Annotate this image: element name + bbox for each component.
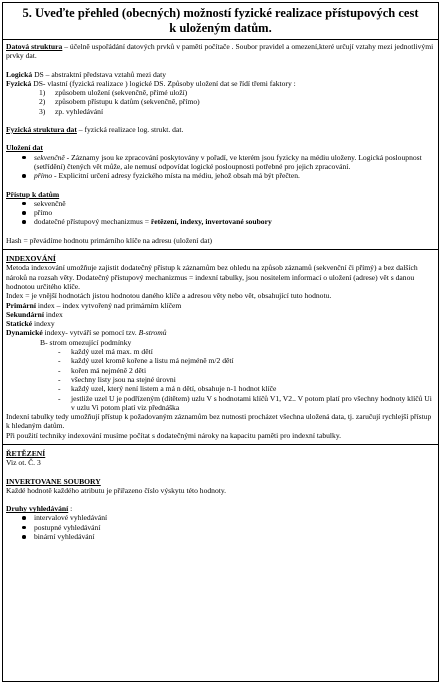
dynamicke-text: indexy- vytváří se pomocí tzv. (42, 328, 139, 338)
logicka-text: DS – abstraktní představa vztahů mezi daty (32, 69, 167, 79)
list-item (6, 88, 435, 97)
sekundarni-term: Sekundární (6, 309, 44, 319)
staticke-index-line (6, 319, 435, 328)
pristup-heading-text: Přístup k datům (6, 189, 60, 199)
list-item: - každý uzel kromě kořene a listu má nejméně m/2 dětí (6, 356, 435, 365)
mechanizmus-bold: řetězení, indexy, invertované soubory (150, 217, 272, 227)
list-item: binární vyhledávání (6, 532, 435, 541)
fyzicka-struktura-text: – fyzická realizace log. strukt. dat. (76, 125, 184, 135)
sekvencne-term: sekvenčně (34, 152, 65, 162)
list-item: intervalové vyhledávání (6, 513, 435, 522)
invertovane-heading (6, 477, 435, 486)
list-number: 3) (39, 106, 46, 116)
primarni-index-line (6, 301, 435, 310)
section-divider (3, 249, 438, 250)
staticke-term: Statické (6, 319, 33, 329)
fyzicka-text: DS- vlastní (fyzická realizace ) logické DS. Způsoby uložení dat se řídí třemi faktory : (31, 78, 296, 88)
dynamicke-index-line (6, 328, 435, 337)
indexovani-heading (6, 254, 435, 263)
druhy-suffix: : (68, 504, 73, 514)
fyzicka-ds-line (6, 79, 435, 88)
ulozeni-heading-text: Uložení dat (6, 143, 43, 153)
fyzicka-struktura-term: Fyzická struktura dat (6, 125, 77, 135)
retezeni-text: Viz ot. Č. 3 (6, 458, 41, 468)
list-item (6, 217, 435, 226)
section-divider (3, 444, 438, 445)
staticke-text: indexy (32, 319, 55, 329)
sekundarni-text: index (44, 309, 63, 319)
pristup-list (6, 199, 435, 227)
druhy-list (6, 513, 435, 541)
primarni-text: index – index vytvořený nad primárním klíčem (35, 300, 182, 310)
list-item (6, 153, 435, 172)
logicka-term: Logická (6, 69, 33, 79)
bstrom-conditions-list (6, 347, 435, 412)
retezeni-heading-text: ŘETĚZENÍ (6, 448, 46, 458)
bstromu-term: B-stromů (138, 328, 167, 338)
ulozeni-heading (6, 143, 435, 152)
indexovani-paragraph-1: Metoda indexování umožňuje zajistit dodatečný přístup k záznamům bez ohledu na způsob záznamů (sekvenční či přímý) a bez dalších nároků na rozsah věty. Dodatečný přístupový mechanizmus = indexní tabulky, jsou nositelem informací o uložení (adrese) vět s danou hodnotou určitého klíče. (6, 263, 418, 291)
question-title (2, 2, 439, 40)
indexovani-heading-text: INDEXOVÁNÍ (6, 254, 56, 264)
list-item: - kořen má nejméně 2 děti (6, 366, 435, 375)
title-line-1: 5. Uveďte přehled (obecných) možností fyzické realizace přístupových cest (22, 6, 419, 20)
list-number: 2) (39, 97, 46, 107)
datova-struktura-text: – účelně uspořádání datových prvků v paměti počítače . Soubor pravidel a omezení,které určují vztahy mezi jednotlivými prvky dat. (6, 42, 434, 61)
list-item: - jestliže uzel U je podřízeným (dítětem) uzlu V s hodnotami klíčů V1, V2.. V potom platí pro všechny hodnoty klíčů Ui v uzlu Vi potom platí viz přednáška (6, 394, 435, 413)
mechanizmus-text: dodatečné přístupový mechanizmus = (34, 217, 151, 227)
list-item (6, 107, 435, 116)
list-item-text: způsobem přístupu k datům (sekvenčně, přímo) (55, 97, 200, 107)
list-item: - každý uzel má max. m dětí (6, 347, 435, 356)
dynamicke-term: Dynamické (6, 328, 43, 338)
answer-body (2, 39, 439, 682)
indexovani-paragraph-2: Index = je vnější hodnotách jistou hodnotou daného klíče a adresou věty nebo vět, obsahující tuto hodnotu. (6, 291, 332, 301)
factors-list (6, 88, 435, 116)
fyzicka-struktura-line (6, 125, 435, 134)
indexovani-paragraph-3: Indexní tabulky tedy umožňují přístup k požadovaným záznamům bez nutnosti procházet všechna uložená data, tj. zaručují rychlejší přístup k hledaným datům. (6, 412, 432, 431)
list-item: - každý uzel, který není listem a má n dětí, obsahuje n-1 hodnot klíče (6, 384, 435, 393)
ulozeni-list (6, 153, 435, 181)
sekvencne-text: - Záznamy jsou ke zpracování poskytovány v pořadí, ve kterém jsou fyzicky na médiu uloženy. Logická posloupnost (setřídění) čtených vět může, ale nemusí odpovídat logické posloupnosti potřebné pro jejich zpracování. (34, 152, 422, 171)
bstrom-line: B- strom omezující podmínky (40, 337, 132, 347)
list-item-text: způsobem uložení (sekvenčně, přímé uloží) (55, 88, 188, 98)
list-item (6, 171, 435, 180)
list-item: - všechny listy jsou na stejné úrovni (6, 375, 435, 384)
list-item: sekvenčně (6, 199, 435, 208)
datova-struktura-term: Datová struktura (6, 42, 63, 51)
invertovane-heading-text: INVERTOVANE SOUBORY (6, 476, 101, 486)
list-item-text: zp. vyhledávání (55, 106, 104, 116)
indexovani-paragraph-4: Při použití techniky indexování musíme počítat s dodatečnými nároky na kapacitu paměti pro indexní tabulky. (6, 430, 342, 440)
primo-term: přímo (34, 171, 53, 181)
druhy-heading (6, 504, 435, 513)
hash-line: Hash = převádíme hodnotu primárního klíče na adresu (uložení dat) (6, 235, 213, 245)
primarni-term: Primární (6, 300, 36, 310)
list-item: přímo (6, 208, 435, 217)
invertovane-text: Každé hodnotě každého atributu je přiřazeno číslo výskytu této hodnoty. (6, 485, 227, 495)
primo-text: - Explicitní určení adresy fyzického místa na médiu, jehož obsah má být přečten. (52, 171, 300, 181)
sekundarni-index-line (6, 310, 435, 319)
list-number: 1) (39, 88, 46, 98)
datova-struktura-paragraph (6, 42, 435, 61)
list-item (6, 97, 435, 106)
title-line-2: k uloženým datům. (169, 21, 272, 35)
fyzicka-term: Fyzická (6, 78, 32, 88)
pristup-heading (6, 190, 435, 199)
retezeni-heading (6, 449, 435, 458)
logicka-ds-line (6, 70, 435, 79)
list-item: postupné vyhledávání (6, 523, 435, 532)
druhy-heading-text: Druhy vyhledávání (6, 504, 69, 514)
